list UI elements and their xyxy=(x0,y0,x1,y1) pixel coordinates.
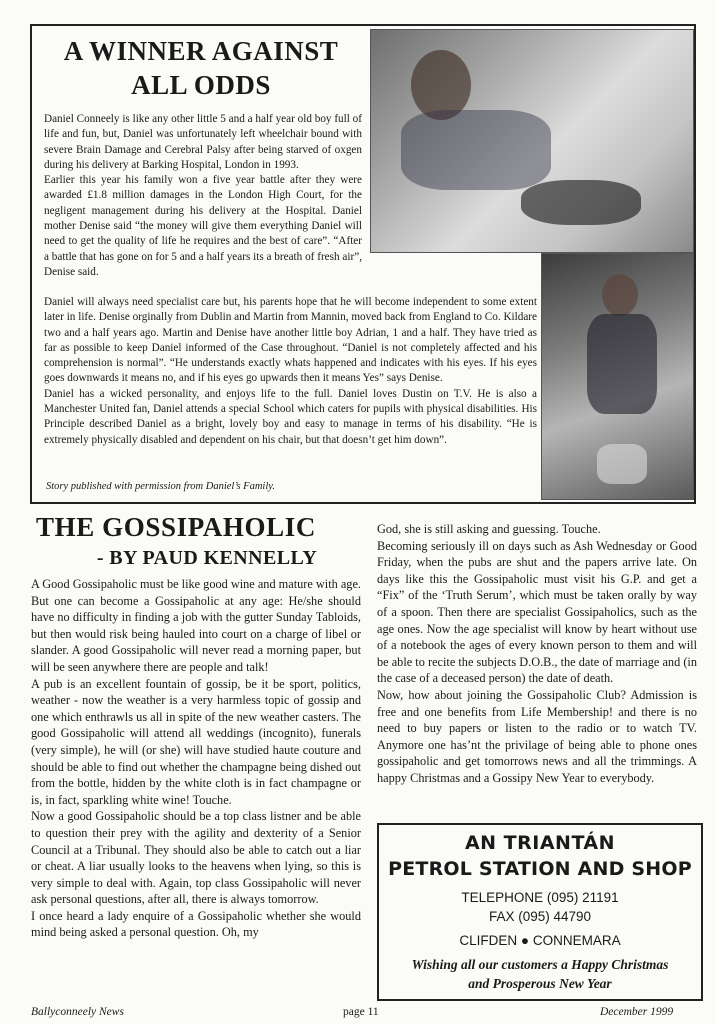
advert-greeting-line-1: Wishing all our customers a Happy Christmas xyxy=(411,957,669,972)
photo-boy-on-bed xyxy=(370,29,694,253)
gossip-byline: - BY PAUD KENNELLY xyxy=(96,547,318,569)
advert-telephone: TELEPHONE (095) 21191 xyxy=(461,890,619,905)
gossip-paragraph: Becoming seriously ill on days such as Ash Wednesday or Good Friday, when the pubs are shut and the papers arrive late. On days like this the Gossipaholic must visit his G.P. and get a “Fix” of the ‘Truth Serum’, which must be taken orally by way of a spoon. Then there are specialist Gossipaholics, such as the age ones. Now the age specialist will know by heart without use of a notebook the ages of every known person to them and will be able to recite the subjects D.O.B., the date of marriage and (in the case of a deceased person) the date of death. xyxy=(377,538,697,686)
gossip-paragraph: A Good Gossipaholic must be like good wine and mature with age. But one can become a Gossipaholic at any age: He/she should have no difficulty in finding a job with the gutter Sunday Tabloids, but then would risk being hauled into court on a charge of libel or slander. A good Gossipaholic will never read a morning paper, but will be seen anywhere there are people and talk! xyxy=(31,577,361,674)
footer-page-number: page 11 xyxy=(343,1006,379,1018)
gossip-paragraph: A pub is an excellent fountain of gossip, be it be sport, politics, weather - now the weather is a very harmless topic of gossip and one which enthrawls us all in spite of the new weather casters. The good Gossipaholic will attend all weddings (incognito), funerals (very simple), he will (or she) will have studied haute couture and should be able to find out whether the champagne being dished out from the bottle, hidden by the white cloth is in fact champagne or is, in fact, sparkling white wine! Touche. xyxy=(31,676,361,807)
article-headline xyxy=(36,34,366,102)
article-paragraph: Daniel Conneely is like any other little 5 and a half year old boy full of life and fun, but, Daniel was unfortunately left wheelchair bound with severe Brain Damage and Cerebral Palsy after being starved of oxgen during his delivery at Barking Hospital, London in 1993. xyxy=(44,113,362,171)
advert-fax: FAX (095) 44790 xyxy=(488,909,592,924)
photo-boy-in-wheelchair xyxy=(541,253,694,500)
gossip-column-left xyxy=(31,576,361,941)
footer-date: December 1999 xyxy=(600,1006,674,1018)
footer-publication: Ballyconneely News xyxy=(31,1006,124,1018)
gossip-paragraph: God, she is still asking and guessing. Touche. xyxy=(377,522,601,536)
advert-greeting-line-2: and Prosperous New Year xyxy=(468,976,612,991)
advert-location: CLIFDEN ● CONNEMARA xyxy=(459,933,621,948)
article-paragraph: Daniel will always need specialist care but, his parents hope that he will become independent to some extent later in life. Denise orginally from Dublin and Martin from Mannin, moved back from England to Co. Kildare two and a half years ago. Martin and Denise have another little boy Adrian, 1 and a half. They have tried as far as possible to keep Daniel informed of the Case throughout. “Daniel is not completely affected and his comprehension is normal”. “He understands exactly whats happened and indicates with his eyes. If his eyes goes downwards it means no, and if his eyes go upwards then it means Yes” says Denise. xyxy=(44,296,537,385)
gossip-title: THE GOSSIPAHOLIC xyxy=(36,512,316,542)
gossip-column-right xyxy=(377,521,697,787)
article-paragraph: Earlier this year his family won a five year battle after they were awarded £1.8 million damages in the London High Court, for the negligent management during his delivery at the Hospital. Daniel mother Denise said “the money will give them everything Daniel will need to get the quality of life he requires and the best of care”. “After a battle that has gone on for 5 and a half years its a breath of fresh air”, Denise said. xyxy=(44,174,362,278)
article-credit: Story published with permission from Daniel’s Family. xyxy=(46,481,275,492)
gossip-paragraph: Now a good Gossipaholic should be a top class listner and be able to question their prey with the agility and dexterity of a Senior Council at a Tribunal. They should also be able to catch out a liar or cheat. A liar usually looks to the heavens when lying, so this is very simple to deal with. Again, top class Gossipaholic will never ask personal questions, after all, there is always tomorrow. xyxy=(31,809,361,907)
advert-subtitle: PETROL STATION AND SHOP xyxy=(388,858,692,880)
headline-line-1: A WINNER AGAINST xyxy=(63,36,339,66)
advert-title: AN TRIANTÁN xyxy=(464,832,616,854)
gossip-paragraph: I once heard a lady enquire of a Gossipaholic whether she would mind being asked a personal question. Oh, my xyxy=(31,908,361,940)
gossip-paragraph: Now, how about joining the Gossipaholic Club? Admission is free and one benefits from Life Membership! and there is no need to buy papers or listen to the radio or to watch TV. Anymore one has’nt the privilage of being able to phone ones gossipaholic and get tomorrows news and all the trimmings. A happy Christmas and a Gossipy New Year to everybody. xyxy=(377,687,697,785)
headline-line-2: ALL ODDS xyxy=(131,70,271,100)
article-paragraph: Daniel has a wicked personality, and enjoys life to the full. Daniel loves Dustin on T.V. He is also a Manchester United fan, Daniel attends a special School which caters for pupils with physical disabilities. His Principle described Daniel as a bright, lovely boy and easy to manage in terms of his disability. “He is extremely physically disabled and dependent on his chair, but that doesn’t get him down”. xyxy=(44,387,537,446)
article-body-narrow xyxy=(44,112,362,280)
article-body-wide xyxy=(44,295,537,448)
